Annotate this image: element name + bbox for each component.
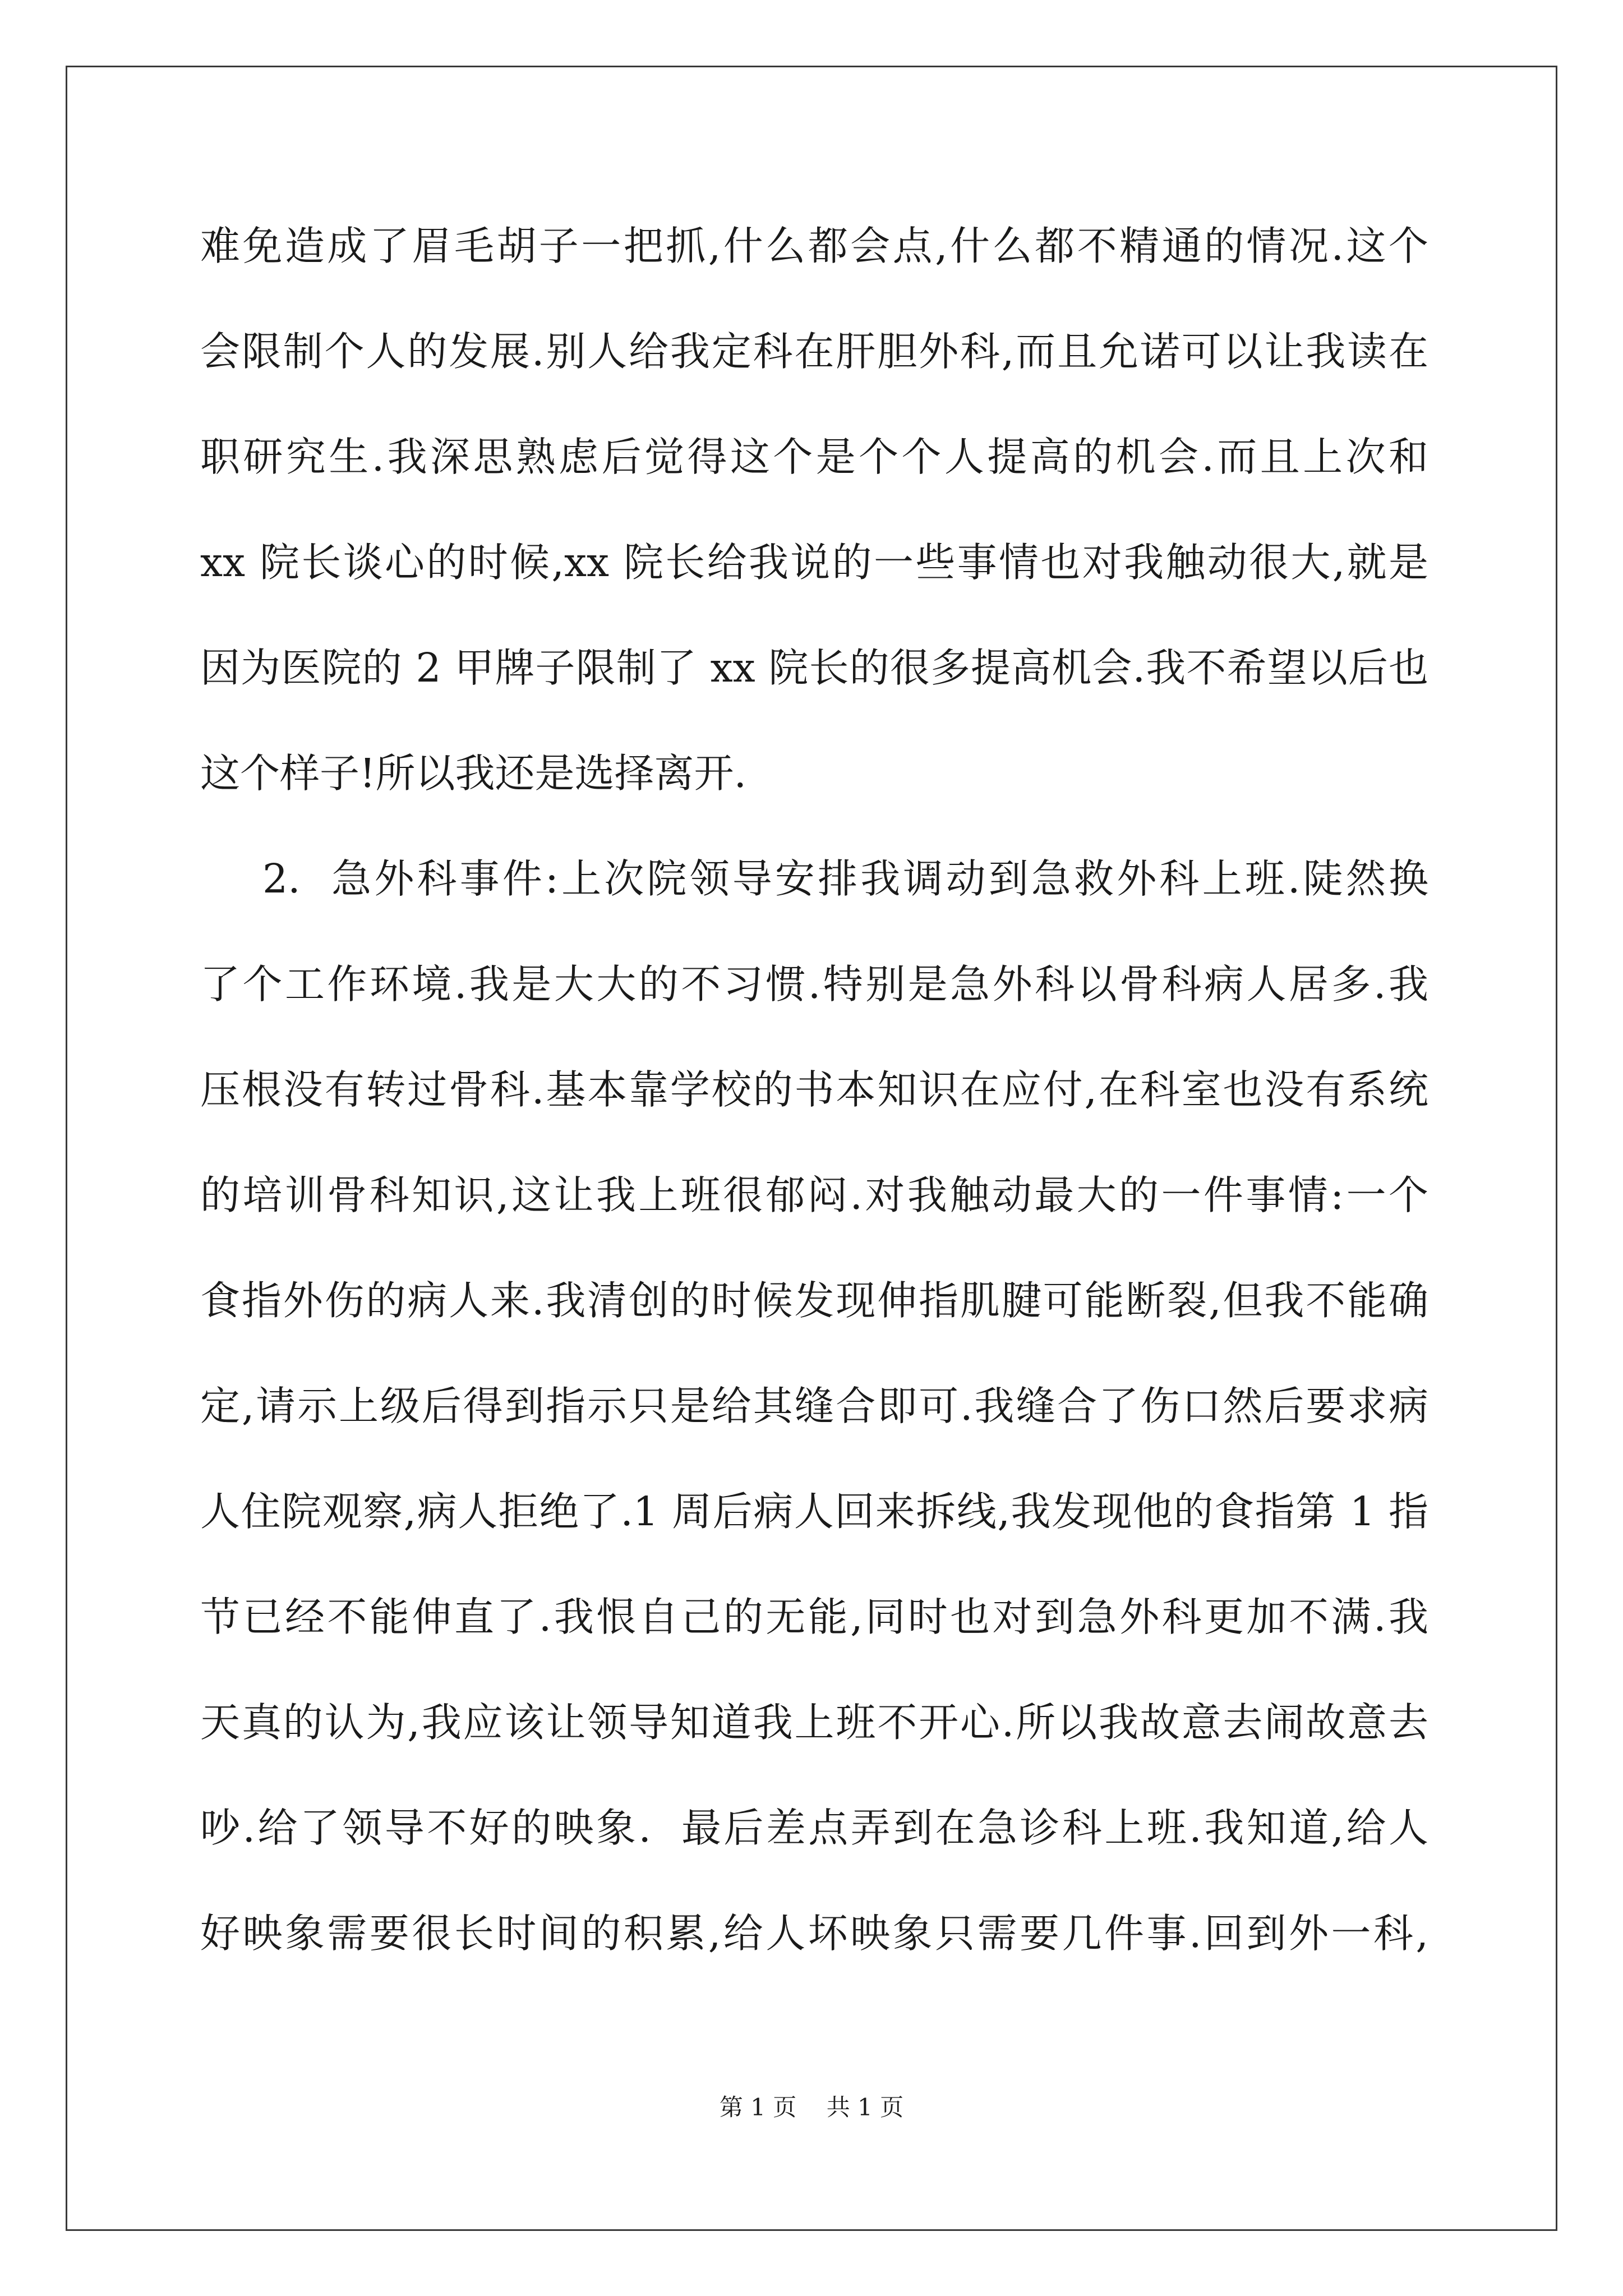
text-line: 因为医院的 2 甲牌子限制了 xx 院长的很多提高机会.我不希望以后也	[200, 645, 1428, 691]
text-line: 好映象需要很长时间的积累,给人坏映象只需要几件事.回到外一科,	[200, 1910, 1428, 1957]
text-line: 会限制个人的发展.别人给我定科在肝胆外科,而且允诺可以让我读在	[200, 328, 1429, 375]
page-footer: 第 1 页 共 1 页	[719, 2093, 904, 2121]
text-line: 这个样子!所以我还是选择离开.	[200, 750, 747, 797]
text-line: 定,请示上级后得到指示只是给其缝合即可.我缝合了伤口然后要求病	[200, 1383, 1428, 1429]
text-line: 食指外伤的病人来.我清创的时候发现伸指肌腱可能断裂,但我不能确	[200, 1277, 1428, 1324]
text-line: 节已经不能伸直了.我恨自己的无能,同时也对到急外科更加不满.我	[200, 1594, 1428, 1640]
text-line: 人住院观察,病人拒绝了.1 周后病人回来拆线,我发现他的食指第 1 指	[200, 1488, 1428, 1535]
text-line: 难免造成了眉毛胡子一把抓,什么都会点,什么都不精通的情况.这个	[200, 223, 1428, 269]
text-line: 职研究生.我深思熟虑后觉得这个是个个人提高的机会.而且上次和	[200, 434, 1428, 480]
document-body	[200, 194, 1428, 1986]
text-line: xx 院长谈心的时候,xx 院长给我说的一些事情也对我触动很大,就是	[200, 539, 1428, 586]
text-line: 2. 急外科事件:上次院领导安排我调动到急救外科上班.陡然换	[200, 855, 1428, 902]
text-line: 了个工作环境.我是大大的不习惯.特别是急外科以骨科病人居多.我	[200, 961, 1428, 1007]
text-line: 的培训骨科知识,这让我上班很郁闷.对我触动最大的一件事情:一个	[200, 1172, 1428, 1218]
text-line: 吵.给了领导不好的映象. 最后差点弄到在急诊科上班.我知道,给人	[200, 1805, 1428, 1851]
text-line: 天真的认为,我应该让领导知道我上班不开心.所以我故意去闹故意去	[200, 1699, 1429, 1746]
text-line: 压根没有转过骨科.基本靠学校的书本知识在应付,在科室也没有系统	[200, 1066, 1429, 1113]
